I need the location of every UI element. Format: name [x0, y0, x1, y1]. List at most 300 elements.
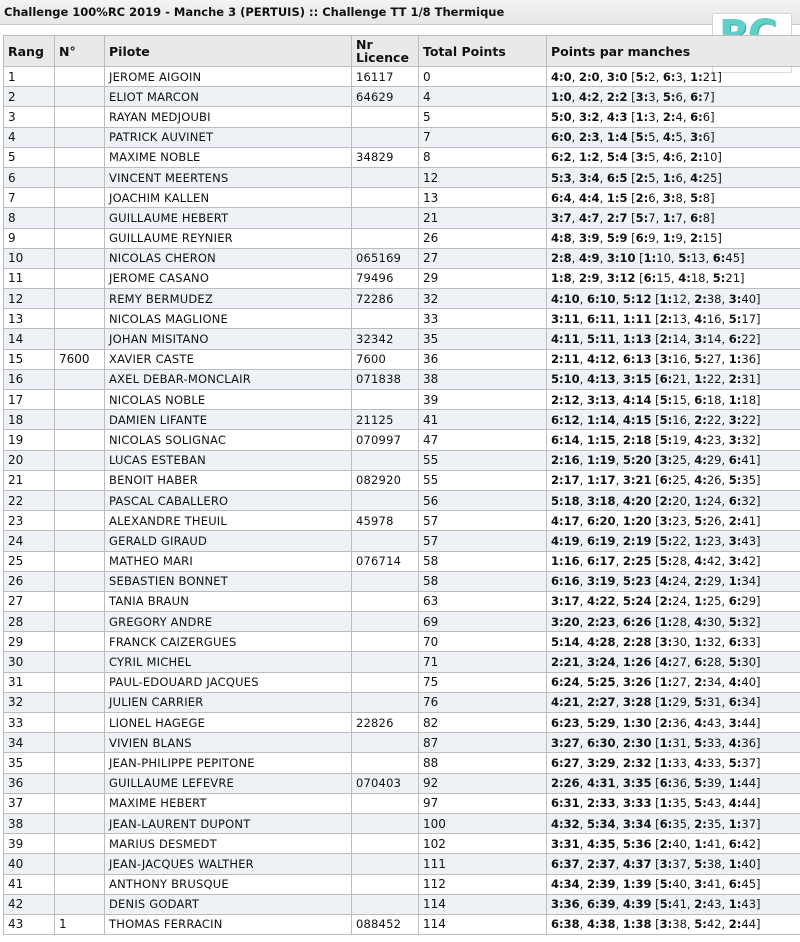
total-cell: 8: [419, 147, 547, 167]
number-cell: [55, 430, 105, 450]
points-cell: 2:11, 4:12, 6:13 [3:16, 5:27, 1:36]: [547, 349, 800, 369]
points-cell: 2:12, 3:13, 4:14 [5:15, 6:18, 1:18]: [547, 390, 800, 410]
licence-cell: 64629: [352, 87, 419, 107]
licence-cell: 16117: [352, 67, 419, 87]
pilot-cell: MAXIME NOBLE: [105, 147, 352, 167]
number-cell: [55, 713, 105, 733]
total-cell: 92: [419, 773, 547, 793]
points-cell: 6:27, 3:29, 2:32 [1:33, 4:33, 5:37]: [547, 753, 800, 773]
table-row: [4, 713, 800, 733]
table-row: [4, 753, 800, 773]
rank-cell: 31: [4, 672, 55, 692]
number-cell: [55, 208, 105, 228]
total-cell: 63: [419, 591, 547, 611]
rank-cell: 21: [4, 470, 55, 490]
number-cell: [55, 591, 105, 611]
licence-cell: 32342: [352, 329, 419, 349]
table-row: [4, 672, 800, 692]
pilot-cell: JEAN-PHILIPPE PEPITONE: [105, 753, 352, 773]
total-cell: 57: [419, 531, 547, 551]
rank-cell: 39: [4, 834, 55, 854]
number-cell: [55, 309, 105, 329]
total-cell: 56: [419, 490, 547, 510]
table-row: [4, 773, 800, 793]
rank-cell: 28: [4, 612, 55, 632]
table-row: [4, 874, 800, 894]
number-cell: [55, 390, 105, 410]
total-cell: 71: [419, 652, 547, 672]
licence-cell: 21125: [352, 410, 419, 430]
pilot-cell: LUCAS ESTEBAN: [105, 450, 352, 470]
points-cell: 5:3, 3:4, 6:5 [2:5, 1:6, 4:25]: [547, 167, 800, 187]
pilot-cell: NICOLAS CHERON: [105, 248, 352, 268]
licence-cell: [352, 652, 419, 672]
licence-cell: [352, 813, 419, 833]
points-cell: 4:34, 2:39, 1:39 [5:40, 3:41, 6:45]: [547, 874, 800, 894]
number-cell: [55, 612, 105, 632]
total-cell: 114: [419, 914, 547, 934]
table-row: [4, 571, 800, 591]
table-row: [4, 87, 800, 107]
points-cell: 4:0, 2:0, 3:0 [5:2, 6:3, 1:21]: [547, 67, 800, 87]
number-cell: [55, 511, 105, 531]
points-cell: 6:37, 2:37, 4:37 [3:37, 5:38, 1:40]: [547, 854, 800, 874]
licence-cell: [352, 793, 419, 813]
total-cell: 0: [419, 67, 547, 87]
number-cell: [55, 672, 105, 692]
rank-cell: 7: [4, 188, 55, 208]
pilot-cell: MATHEO MARI: [105, 551, 352, 571]
licence-cell: [352, 228, 419, 248]
points-cell: 6:0, 2:3, 1:4 [5:5, 4:5, 3:6]: [547, 127, 800, 147]
table-row: [4, 349, 800, 369]
points-cell: 5:0, 3:2, 4:3 [1:3, 2:4, 6:6]: [547, 107, 800, 127]
number-cell: [55, 127, 105, 147]
table-header-row: [4, 36, 800, 67]
points-cell: 6:12, 1:14, 4:15 [5:16, 2:22, 3:22]: [547, 410, 800, 430]
table-row: [4, 793, 800, 813]
table-row: [4, 228, 800, 248]
number-cell: [55, 854, 105, 874]
table-row: [4, 551, 800, 571]
licence-cell: 076714: [352, 551, 419, 571]
points-cell: 5:10, 4:13, 3:15 [6:21, 1:22, 2:31]: [547, 369, 800, 389]
pilot-cell: JEAN-JACQUES WALTHER: [105, 854, 352, 874]
table-row: [4, 733, 800, 753]
table-row: [4, 813, 800, 833]
total-cell: 102: [419, 834, 547, 854]
pilot-cell: GUILLAUME HEBERT: [105, 208, 352, 228]
table-row: [4, 894, 800, 914]
rank-cell: 6: [4, 167, 55, 187]
rank-cell: 35: [4, 753, 55, 773]
rank-cell: 37: [4, 793, 55, 813]
licence-cell: [352, 490, 419, 510]
rank-cell: 5: [4, 147, 55, 167]
rank-cell: 43: [4, 914, 55, 934]
rank-cell: 38: [4, 813, 55, 833]
pilot-cell: BENOIT HABER: [105, 470, 352, 490]
number-cell: [55, 289, 105, 309]
rank-cell: 40: [4, 854, 55, 874]
pilot-cell: ELIOT MARCON: [105, 87, 352, 107]
pilot-cell: GUILLAUME REYNIER: [105, 228, 352, 248]
points-cell: 3:20, 2:23, 6:26 [1:28, 4:30, 5:32]: [547, 612, 800, 632]
rank-cell: 14: [4, 329, 55, 349]
rank-cell: 30: [4, 652, 55, 672]
rank-cell: 4: [4, 127, 55, 147]
licence-cell: 79496: [352, 268, 419, 288]
points-cell: 6:23, 5:29, 1:30 [2:36, 4:43, 3:44]: [547, 713, 800, 733]
pilot-cell: THOMAS FERRACIN: [105, 914, 352, 934]
total-cell: 47: [419, 430, 547, 450]
pilot-cell: PATRICK AUVINET: [105, 127, 352, 147]
pilot-cell: GUILLAUME LEFEVRE: [105, 773, 352, 793]
total-cell: 7: [419, 127, 547, 147]
number-cell: [55, 571, 105, 591]
header-total-points[interactable]: Total Points: [419, 36, 547, 67]
points-cell: 5:14, 4:28, 2:28 [3:30, 1:32, 6:33]: [547, 632, 800, 652]
page-title: Challenge 100%RC 2019 - Manche 3 (PERTUIS) :: Challenge TT 1/8 Thermique: [0, 0, 800, 25]
number-cell: [55, 248, 105, 268]
pilot-cell: DENIS GODART: [105, 894, 352, 914]
number-cell: [55, 531, 105, 551]
total-cell: 75: [419, 672, 547, 692]
points-cell: 4:19, 6:19, 2:19 [5:22, 1:23, 3:43]: [547, 531, 800, 551]
total-cell: 88: [419, 753, 547, 773]
table-row: [4, 329, 800, 349]
rank-cell: 27: [4, 591, 55, 611]
licence-cell: 34829: [352, 147, 419, 167]
pilot-cell: NICOLAS MAGLIONE: [105, 309, 352, 329]
points-cell: 2:8, 4:9, 3:10 [1:10, 5:13, 6:45]: [547, 248, 800, 268]
licence-cell: [352, 753, 419, 773]
number-cell: [55, 167, 105, 187]
table-row: [4, 410, 800, 430]
pilot-cell: JEROME AIGOIN: [105, 67, 352, 87]
total-cell: 112: [419, 874, 547, 894]
header-number[interactable]: N°: [55, 36, 105, 67]
table-row: [4, 490, 800, 510]
points-cell: 4:21, 2:27, 3:28 [1:29, 5:31, 6:34]: [547, 692, 800, 712]
number-cell: [55, 733, 105, 753]
pilot-cell: MAXIME HEBERT: [105, 793, 352, 813]
total-cell: 76: [419, 692, 547, 712]
table-row: [4, 430, 800, 450]
pilot-cell: TANIA BRAUN: [105, 591, 352, 611]
total-cell: 69: [419, 612, 547, 632]
table-row: [4, 692, 800, 712]
pilot-cell: ANTHONY BRUSQUE: [105, 874, 352, 894]
pilot-cell: JOHAN MISITANO: [105, 329, 352, 349]
total-cell: 5: [419, 107, 547, 127]
points-cell: 6:31, 2:33, 3:33 [1:35, 5:43, 4:44]: [547, 793, 800, 813]
number-cell: [55, 147, 105, 167]
rank-cell: 23: [4, 511, 55, 531]
table-row: [4, 188, 800, 208]
total-cell: 87: [419, 733, 547, 753]
table-row: [4, 248, 800, 268]
licence-cell: 065169: [352, 248, 419, 268]
licence-cell: [352, 632, 419, 652]
total-cell: 35: [419, 329, 547, 349]
number-cell: [55, 813, 105, 833]
number-cell: [55, 894, 105, 914]
licence-cell: [352, 107, 419, 127]
points-cell: 4:17, 6:20, 1:20 [3:23, 5:26, 2:41]: [547, 511, 800, 531]
table-row: [4, 67, 800, 87]
total-cell: 38: [419, 369, 547, 389]
table-row: [4, 854, 800, 874]
number-cell: [55, 410, 105, 430]
total-cell: 13: [419, 188, 547, 208]
rank-cell: 24: [4, 531, 55, 551]
total-cell: 55: [419, 470, 547, 490]
number-cell: [55, 692, 105, 712]
licence-cell: [352, 188, 419, 208]
number-cell: [55, 188, 105, 208]
licence-cell: 22826: [352, 713, 419, 733]
number-cell: 7600: [55, 349, 105, 369]
pilot-cell: JEAN-LAURENT DUPONT: [105, 813, 352, 833]
licence-cell: 7600: [352, 349, 419, 369]
pilot-cell: VIVIEN BLANS: [105, 733, 352, 753]
pilot-cell: FRANCK CAIZERGUES: [105, 632, 352, 652]
total-cell: 21: [419, 208, 547, 228]
number-cell: [55, 632, 105, 652]
points-cell: 1:8, 2:9, 3:12 [6:15, 4:18, 5:21]: [547, 268, 800, 288]
total-cell: 58: [419, 551, 547, 571]
total-cell: 27: [419, 248, 547, 268]
header-rang[interactable]: Rang: [4, 36, 55, 67]
points-cell: 4:11, 5:11, 1:13 [2:14, 3:14, 6:22]: [547, 329, 800, 349]
points-cell: 6:4, 4:4, 1:5 [2:6, 3:8, 5:8]: [547, 188, 800, 208]
rank-cell: 29: [4, 632, 55, 652]
table-row: [4, 914, 800, 934]
points-cell: 6:38, 4:38, 1:38 [3:38, 5:42, 2:44]: [547, 914, 800, 934]
licence-cell: 071838: [352, 369, 419, 389]
total-cell: 4: [419, 87, 547, 107]
total-cell: 33: [419, 309, 547, 329]
total-cell: 39: [419, 390, 547, 410]
points-cell: 1:0, 4:2, 2:2 [3:3, 5:6, 6:7]: [547, 87, 800, 107]
pilot-cell: JEROME CASANO: [105, 268, 352, 288]
total-cell: 55: [419, 450, 547, 470]
pilot-cell: GREGORY ANDRE: [105, 612, 352, 632]
rank-cell: 22: [4, 490, 55, 510]
total-cell: 26: [419, 228, 547, 248]
pilot-cell: MARIUS DESMEDT: [105, 834, 352, 854]
licence-cell: [352, 167, 419, 187]
points-cell: 2:16, 1:19, 5:20 [3:25, 4:29, 6:41]: [547, 450, 800, 470]
licence-cell: [352, 854, 419, 874]
table-row: [4, 167, 800, 187]
rank-cell: 15: [4, 349, 55, 369]
licence-cell: [352, 127, 419, 147]
licence-cell: 45978: [352, 511, 419, 531]
number-cell: [55, 490, 105, 510]
pilot-cell: NICOLAS SOLIGNAC: [105, 430, 352, 450]
number-cell: [55, 470, 105, 490]
rank-cell: 26: [4, 571, 55, 591]
pilot-cell: PASCAL CABALLERO: [105, 490, 352, 510]
rank-cell: 10: [4, 248, 55, 268]
pilot-cell: NICOLAS NOBLE: [105, 390, 352, 410]
pilot-cell: JOACHIM KALLEN: [105, 188, 352, 208]
table-row: [4, 652, 800, 672]
table-row: [4, 208, 800, 228]
rank-cell: 41: [4, 874, 55, 894]
number-cell: [55, 107, 105, 127]
points-cell: 2:26, 4:31, 3:35 [6:36, 5:39, 1:44]: [547, 773, 800, 793]
pilot-cell: RAYAN MEDJOUBI: [105, 107, 352, 127]
licence-cell: 088452: [352, 914, 419, 934]
table-row: [4, 612, 800, 632]
licence-cell: [352, 208, 419, 228]
number-cell: [55, 450, 105, 470]
table-row: [4, 470, 800, 490]
rank-cell: 12: [4, 289, 55, 309]
pilot-cell: SEBASTIEN BONNET: [105, 571, 352, 591]
number-cell: [55, 551, 105, 571]
rank-cell: 1: [4, 67, 55, 87]
points-cell: 3:11, 6:11, 1:11 [2:13, 4:16, 5:17]: [547, 309, 800, 329]
rank-cell: 42: [4, 894, 55, 914]
points-cell: 3:17, 4:22, 5:24 [2:24, 1:25, 6:29]: [547, 591, 800, 611]
number-cell: [55, 753, 105, 773]
total-cell: 32: [419, 289, 547, 309]
licence-cell: 070997: [352, 430, 419, 450]
table-row: [4, 147, 800, 167]
number-cell: [55, 369, 105, 389]
number-cell: [55, 228, 105, 248]
total-cell: 100: [419, 813, 547, 833]
rank-cell: 9: [4, 228, 55, 248]
rank-cell: 19: [4, 430, 55, 450]
number-cell: [55, 87, 105, 107]
table-row: [4, 268, 800, 288]
table-row: [4, 390, 800, 410]
points-cell: 2:17, 1:17, 3:21 [6:25, 4:26, 5:35]: [547, 470, 800, 490]
number-cell: 1: [55, 914, 105, 934]
licence-cell: 72286: [352, 289, 419, 309]
total-cell: 12: [419, 167, 547, 187]
rank-cell: 2: [4, 87, 55, 107]
table-row: [4, 450, 800, 470]
rank-cell: 36: [4, 773, 55, 793]
table-row: [4, 531, 800, 551]
rank-cell: 16: [4, 369, 55, 389]
rank-cell: 33: [4, 713, 55, 733]
licence-cell: [352, 450, 419, 470]
total-cell: 111: [419, 854, 547, 874]
points-cell: 3:36, 6:39, 4:39 [5:41, 2:43, 1:43]: [547, 894, 800, 914]
licence-cell: [352, 692, 419, 712]
points-cell: 6:14, 1:15, 2:18 [5:19, 4:23, 3:32]: [547, 430, 800, 450]
header-points-par-manches[interactable]: Points par manches: [547, 36, 800, 67]
licence-cell: [352, 571, 419, 591]
points-cell: 6:16, 3:19, 5:23 [4:24, 2:29, 1:34]: [547, 571, 800, 591]
pilot-cell: ALEXANDRE THEUIL: [105, 511, 352, 531]
licence-cell: [352, 612, 419, 632]
points-cell: 4:8, 3:9, 5:9 [6:9, 1:9, 2:15]: [547, 228, 800, 248]
points-cell: 6:2, 1:2, 5:4 [3:5, 4:6, 2:10]: [547, 147, 800, 167]
pilot-cell: XAVIER CASTE: [105, 349, 352, 369]
points-cell: 6:24, 5:25, 3:26 [1:27, 2:34, 4:40]: [547, 672, 800, 692]
pilot-cell: DAMIEN LIFANTE: [105, 410, 352, 430]
table-row: [4, 107, 800, 127]
rank-cell: 3: [4, 107, 55, 127]
total-cell: 29: [419, 268, 547, 288]
results-body: [4, 67, 800, 935]
table-row: [4, 511, 800, 531]
rank-cell: 25: [4, 551, 55, 571]
number-cell: [55, 834, 105, 854]
total-cell: 41: [419, 410, 547, 430]
number-cell: [55, 652, 105, 672]
number-cell: [55, 329, 105, 349]
licence-cell: [352, 834, 419, 854]
licence-cell: 070403: [352, 773, 419, 793]
licence-cell: [352, 733, 419, 753]
licence-cell: [352, 874, 419, 894]
pilot-cell: PAUL-EDOUARD JACQUES: [105, 672, 352, 692]
rank-cell: 8: [4, 208, 55, 228]
licence-cell: [352, 390, 419, 410]
points-cell: 2:21, 3:24, 1:26 [4:27, 6:28, 5:30]: [547, 652, 800, 672]
total-cell: 70: [419, 632, 547, 652]
licence-cell: [352, 591, 419, 611]
licence-cell: [352, 672, 419, 692]
points-cell: 5:18, 3:18, 4:20 [2:20, 1:24, 6:32]: [547, 490, 800, 510]
total-cell: 114: [419, 894, 547, 914]
total-cell: 97: [419, 793, 547, 813]
rank-cell: 32: [4, 692, 55, 712]
table-row: [4, 127, 800, 147]
pilot-cell: LIONEL HAGEGE: [105, 713, 352, 733]
header-licence[interactable]: Nr Licence: [352, 36, 419, 67]
rank-cell: 13: [4, 309, 55, 329]
pilot-cell: REMY BERMUDEZ: [105, 289, 352, 309]
rank-cell: 20: [4, 450, 55, 470]
points-cell: 3:7, 4:7, 2:7 [5:7, 1:7, 6:8]: [547, 208, 800, 228]
table-row: [4, 369, 800, 389]
rank-cell: 18: [4, 410, 55, 430]
table-row: [4, 289, 800, 309]
points-cell: 4:10, 6:10, 5:12 [1:12, 2:38, 3:40]: [547, 289, 800, 309]
pilot-cell: GERALD GIRAUD: [105, 531, 352, 551]
points-cell: 4:32, 5:34, 3:34 [6:35, 2:35, 1:37]: [547, 813, 800, 833]
licence-cell: 082920: [352, 470, 419, 490]
number-cell: [55, 67, 105, 87]
total-cell: 82: [419, 713, 547, 733]
total-cell: 58: [419, 571, 547, 591]
table-row: [4, 834, 800, 854]
pilot-cell: VINCENT MEERTENS: [105, 167, 352, 187]
number-cell: [55, 773, 105, 793]
total-cell: 36: [419, 349, 547, 369]
header-pilote[interactable]: Pilote: [105, 36, 352, 67]
pilot-cell: JULIEN CARRIER: [105, 692, 352, 712]
table-row: [4, 591, 800, 611]
licence-cell: [352, 894, 419, 914]
table-row: [4, 309, 800, 329]
number-cell: [55, 793, 105, 813]
results-table: [3, 35, 800, 935]
licence-cell: [352, 309, 419, 329]
total-cell: 57: [419, 511, 547, 531]
licence-cell: [352, 531, 419, 551]
